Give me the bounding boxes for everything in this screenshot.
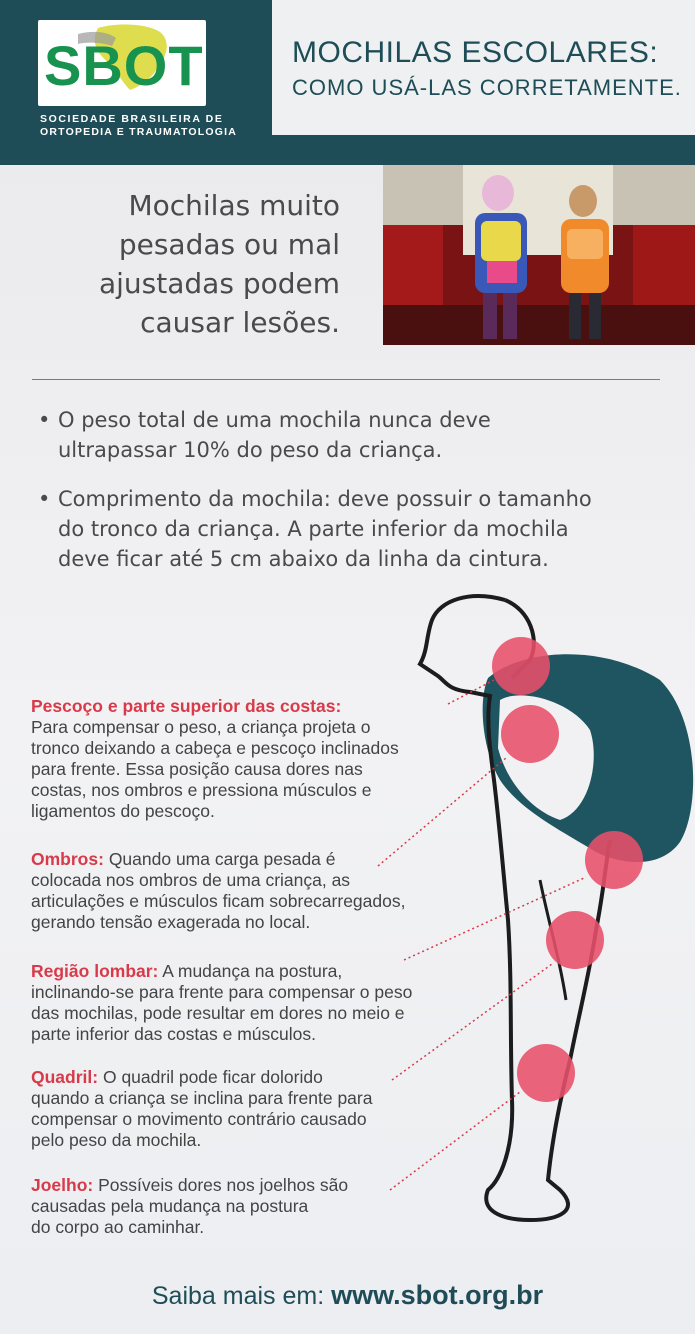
- info-section-joelho: [31, 1175, 348, 1238]
- intro-line: pesadas ou mal: [118, 228, 340, 261]
- section-divider: [32, 379, 660, 380]
- bullet-line: O peso total de uma mochila nunca deve: [58, 408, 491, 432]
- section-line: pelo peso da mochila.: [31, 1130, 202, 1150]
- bullet-line: Comprimento da mochila: deve possuir o tamanho: [58, 487, 592, 511]
- footer-prefix: Saiba mais em:: [151, 1282, 325, 1310]
- info-section-quadril: [31, 1067, 372, 1151]
- intro-line: causar lesões.: [140, 306, 340, 339]
- bullet-item: [38, 484, 592, 574]
- logo-org-line2: ORTOPEDIA E TRAUMATOLOGIA: [40, 126, 238, 138]
- section-heading: Joelho:: [31, 1175, 94, 1195]
- section-line: quando a criança se inclina para frente para: [31, 1088, 373, 1108]
- section-line: Para compensar o peso, a criança projeta o: [31, 717, 371, 737]
- section-line: articulações e músculos ficam sobrecarregados,: [31, 891, 406, 911]
- section-line: para frente. Essa posição causa dores nas: [31, 759, 363, 779]
- section-line: ligamentos do pescoço.: [31, 801, 215, 821]
- logo-panel: [0, 0, 272, 165]
- section-line: A mudança na postura,: [162, 961, 343, 981]
- section-line: compensar o movimento contrário causado: [31, 1109, 367, 1129]
- section-heading: Ombros:: [31, 849, 104, 869]
- section-line: gerando tensão exagerada no local.: [31, 912, 311, 932]
- intro-line: ajustadas podem: [98, 267, 340, 300]
- logo-org-line1: SOCIEDADE BRASILEIRA DE: [40, 113, 224, 125]
- section-heading: Pescoço e parte superior das costas:: [31, 696, 342, 716]
- section-line: inclinando-se para frente para compensar o peso: [31, 982, 413, 1002]
- section-line: O quadril pode ficar dolorido: [102, 1067, 323, 1087]
- info-section-ombros: [31, 849, 405, 933]
- section-line: tronco deixando a cabeça e pescoço inclinados: [31, 738, 399, 758]
- page-title: MOCHILAS ESCOLARES:: [292, 36, 659, 69]
- section-line: das mochilas, pode resultar em dores no meio e: [31, 1003, 405, 1023]
- section-line: costas, nos ombros e pressiona músculos e: [31, 780, 372, 800]
- section-line: Quando uma carga pesada é: [108, 849, 336, 869]
- children-backpacks-photo: [383, 165, 695, 345]
- section-line: colocada nos ombros de uma criança, as: [31, 870, 351, 890]
- intro-text: [60, 186, 340, 342]
- section-heading: Quadril:: [31, 1067, 99, 1087]
- bullet-dot: •: [38, 408, 51, 432]
- footer-url-link[interactable]: www.sbot.org.br: [331, 1280, 544, 1310]
- section-line: do corpo ao caminhar.: [31, 1217, 205, 1237]
- intro-line: Mochilas muito: [128, 189, 340, 222]
- bullet-item: [38, 405, 491, 465]
- section-line: parte inferior das costas e músculos.: [31, 1024, 316, 1044]
- logo-wordmark: SBOT: [44, 34, 204, 97]
- section-line: causadas pela mudança na postura: [31, 1196, 309, 1216]
- page-subtitle: COMO USÁ-LAS CORRETAMENTE.: [292, 75, 682, 100]
- section-heading: Região lombar:: [31, 961, 159, 981]
- bullet-dot: •: [38, 487, 51, 511]
- bullet-line: do tronco da criança. A parte inferior da mochila: [58, 517, 569, 541]
- section-line: Possíveis dores nos joelhos são: [98, 1175, 349, 1195]
- bullet-line: ultrapassar 10% do peso da criança.: [58, 438, 443, 462]
- footer: [0, 1280, 695, 1311]
- bullet-line: deve ficar até 5 cm abaixo da linha da cintura.: [58, 547, 549, 571]
- info-section-pescoco: [31, 696, 399, 822]
- info-section-lombar: [31, 961, 412, 1045]
